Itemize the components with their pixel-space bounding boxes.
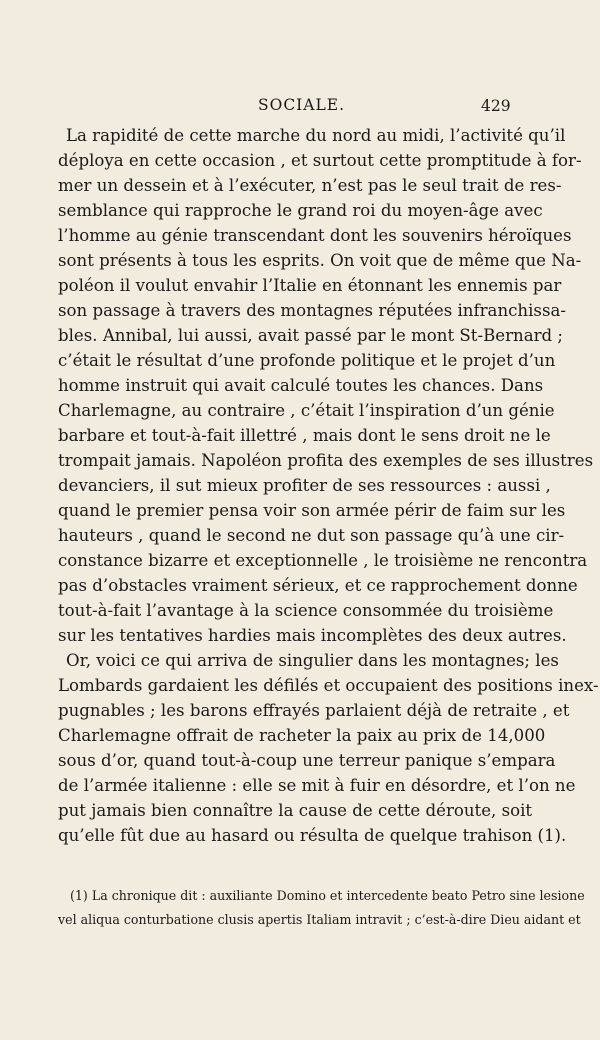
footnote-line: (1) La chronique dit : auxiliante Domino et intercedente beato Petro sine lesione	[70, 888, 585, 903]
text-line: pas d’obstacles vraiment sérieux, et ce rapprochement donne	[58, 576, 578, 595]
text-line: c’était le résultat d’une profonde politique et le projet d’un	[58, 351, 556, 370]
text-line: devanciers, il sut mieux profiter de ses ressources : aussi ,	[58, 476, 551, 495]
text-line: Charlemagne offrait de racheter la paix au prix de 14,000	[58, 726, 546, 745]
text-line: tout-à-fait l’avantage à la science consommée du troisième	[58, 601, 554, 620]
text-line: trompait jamais. Napoléon profita des exemples de ses illustres	[58, 451, 594, 470]
text-line: Charlemagne, au contraire , c’était l’inspiration d’un génie	[58, 401, 555, 420]
page-header	[0, 96, 600, 120]
text-line: hauteurs , quand le second ne dut son passage qu’à une cir-	[58, 526, 565, 545]
text-line: homme instruit qui avait calculé toutes les chances. Dans	[58, 376, 544, 395]
text-line: La rapidité de cette marche du nord au midi, l’activité qu’il	[66, 126, 566, 145]
text-line: déploya en cette occasion , et surtout cette promptitude à for-	[58, 151, 582, 170]
text-line: sur les tentatives hardies mais incomplètes des deux autres.	[58, 626, 567, 645]
text-line: pugnables ; les barons effrayés parlaient déjà de retraite , et	[58, 701, 570, 720]
text-line: qu’elle fût due au hasard ou résulta de quelque trahison (1).	[58, 826, 567, 845]
footnote-line: vel aliqua conturbatione clusis apertis Italiam intravit ; c’est-à-dire Dieu aidant et	[58, 912, 581, 927]
text-line: l’homme au génie transcendant dont les souvenirs héroïques	[58, 226, 572, 245]
running-head: SOCIALE.	[258, 96, 346, 114]
text-line: poléon il voulut envahir l’Italie en étonnant les ennemis par	[58, 276, 562, 295]
text-line: constance bizarre et exceptionnelle , le troisième ne rencontra	[58, 551, 588, 570]
text-line: semblance qui rapproche le grand roi du moyen-âge avec	[58, 201, 543, 220]
text-line: de l’armée italienne : elle se mit à fuir en désordre, et l’on ne	[58, 776, 576, 795]
footnote	[58, 884, 585, 932]
body-text	[58, 123, 599, 848]
paragraph	[58, 123, 594, 648]
text-line: sous d’or, quand tout-à-coup une terreur panique s’empara	[58, 751, 556, 770]
text-line: mer un dessein et à l’exécuter, n’est pas le seul trait de res-	[58, 176, 562, 195]
text-line: sont présents à tous les esprits. On voit que de même que Na-	[58, 251, 582, 270]
text-line: Or, voici ce qui arriva de singulier dans les montagnes; les	[66, 651, 559, 670]
text-line: quand le premier pensa voir son armée périr de faim sur les	[58, 501, 566, 520]
page-number: 429	[481, 97, 511, 115]
text-line: Lombards gardaient les défilés et occupaient des positions inex-	[58, 676, 599, 695]
text-line: son passage à travers des montagnes réputées infranchissa-	[58, 301, 566, 320]
paragraph	[58, 648, 599, 848]
text-line: put jamais bien connaître la cause de cette déroute, soit	[58, 801, 533, 820]
text-line: barbare et tout-à-fait illettré , mais dont le sens droit ne le	[58, 426, 551, 445]
text-line: bles. Annibal, lui aussi, avait passé par le mont St-Bernard ;	[58, 326, 564, 345]
